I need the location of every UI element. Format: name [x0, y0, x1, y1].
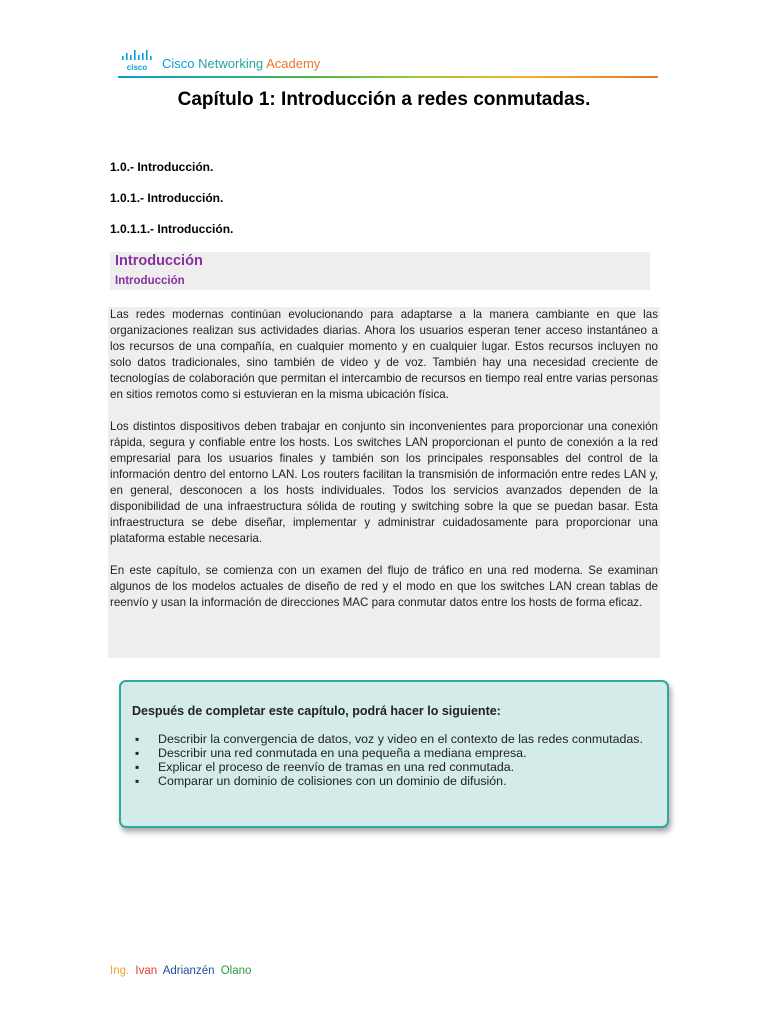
introduction-text-panel	[108, 307, 660, 658]
cisco-logo-icon	[120, 50, 156, 72]
paragraph-2: Los distintos dispositivos deben trabajar en conjunto sin inconvenientes para proporcionar una conexión rápida, segura y confiable entre los hosts. Los switches LAN proporcionan el punto de conexión a la red empresarial para los usuarios finales y también son los principales responsables del control de la información dentro del entorno LAN. Los routers facilitan la transmisión de información entre redes LAN y, en general, desconocen a los hosts individuales. Todos los servicios avanzados dependen de la disponibilidad de una infraestructura sólida de routing y switching sobre la que se puedan basar. Esta infraestructura se debe diseñar, implementar y administrar cuidadosamente para proporcionar una plataforma estable necesaria.	[110, 420, 658, 545]
bullet-icon: ▪	[135, 732, 140, 746]
objectives-callout	[119, 680, 669, 828]
introduction-band	[110, 252, 650, 290]
brand-word-networking: Networking	[198, 56, 264, 71]
cisco-header	[118, 48, 658, 78]
section-heading-1-0: 1.0.- Introducción.	[110, 160, 214, 174]
objective-item	[135, 746, 645, 760]
bullet-icon: ▪	[135, 746, 140, 760]
academy-brand	[162, 56, 320, 71]
objective-item	[135, 732, 645, 746]
objective-text: Explicar el proceso de reenvío de tramas en una red conmutada.	[158, 760, 515, 774]
objective-text: Describir una red conmutada en una pequeña a mediana empresa.	[158, 746, 527, 760]
section-heading-1-0-1: 1.0.1.- Introducción.	[110, 191, 224, 205]
objectives-list	[135, 732, 645, 788]
header-divider	[118, 76, 658, 78]
objectives-title: Después de completar este capítulo, podrá hacer lo siguiente:	[132, 704, 501, 718]
bullet-icon: ▪	[135, 774, 140, 788]
section-heading-1-0-1-1: 1.0.1.1.- Introducción.	[110, 222, 234, 236]
footer-word-ivan: Ivan	[135, 965, 158, 977]
paragraph-3: En este capítulo, se comienza con un examen del flujo de tráfico en una red moderna. Se examinan algunos de los modelos actuales de diseño de red y el modo en que los switches LAN crean tablas de reenvío y usan la información de direcciones MAC para conmutar datos entre los hosts de forma eficaz.	[110, 564, 658, 609]
author-footer	[110, 965, 254, 977]
objective-text: Comparar un dominio de colisiones con un dominio de difusión.	[158, 774, 507, 788]
objective-item	[135, 760, 645, 774]
cisco-logo-text: cisco	[126, 63, 148, 72]
footer-word-adrianzen: Adrianzén	[162, 965, 215, 977]
band-heading: Introducción	[115, 253, 203, 269]
paragraph-1: Las redes modernas continúan evolucionando para adaptarse a la manera cambiante en que las organizaciones realizan sus actividades diarias. Ahora los usuarios esperan tener acceso instantáneo a los recursos de una compañía, en cualquier momento y en cualquier lugar. Estos recursos incluyen no solo datos tradicionales, sino también de video y de voz. También hay una necesidad creciente de tecnologías de colaboración que permitan el intercambio de recursos en tiempo real entre varias personas en sitios remotos como si estuvieran en la misma ubicación física.	[110, 308, 658, 401]
band-subheading: Introducción	[115, 275, 185, 287]
brand-word-cisco: Cisco	[162, 56, 195, 71]
objective-item	[135, 774, 645, 788]
objective-text: Describir la convergencia de datos, voz y video en el contexto de las redes conmutadas.	[158, 732, 643, 746]
bullet-icon: ▪	[135, 760, 140, 774]
page-title: Capítulo 1: Introducción a redes conmutadas.	[177, 89, 591, 110]
footer-word-ing: Ing.	[110, 965, 130, 977]
footer-word-olano: Olano	[220, 965, 252, 977]
brand-word-academy: Academy	[266, 56, 321, 71]
